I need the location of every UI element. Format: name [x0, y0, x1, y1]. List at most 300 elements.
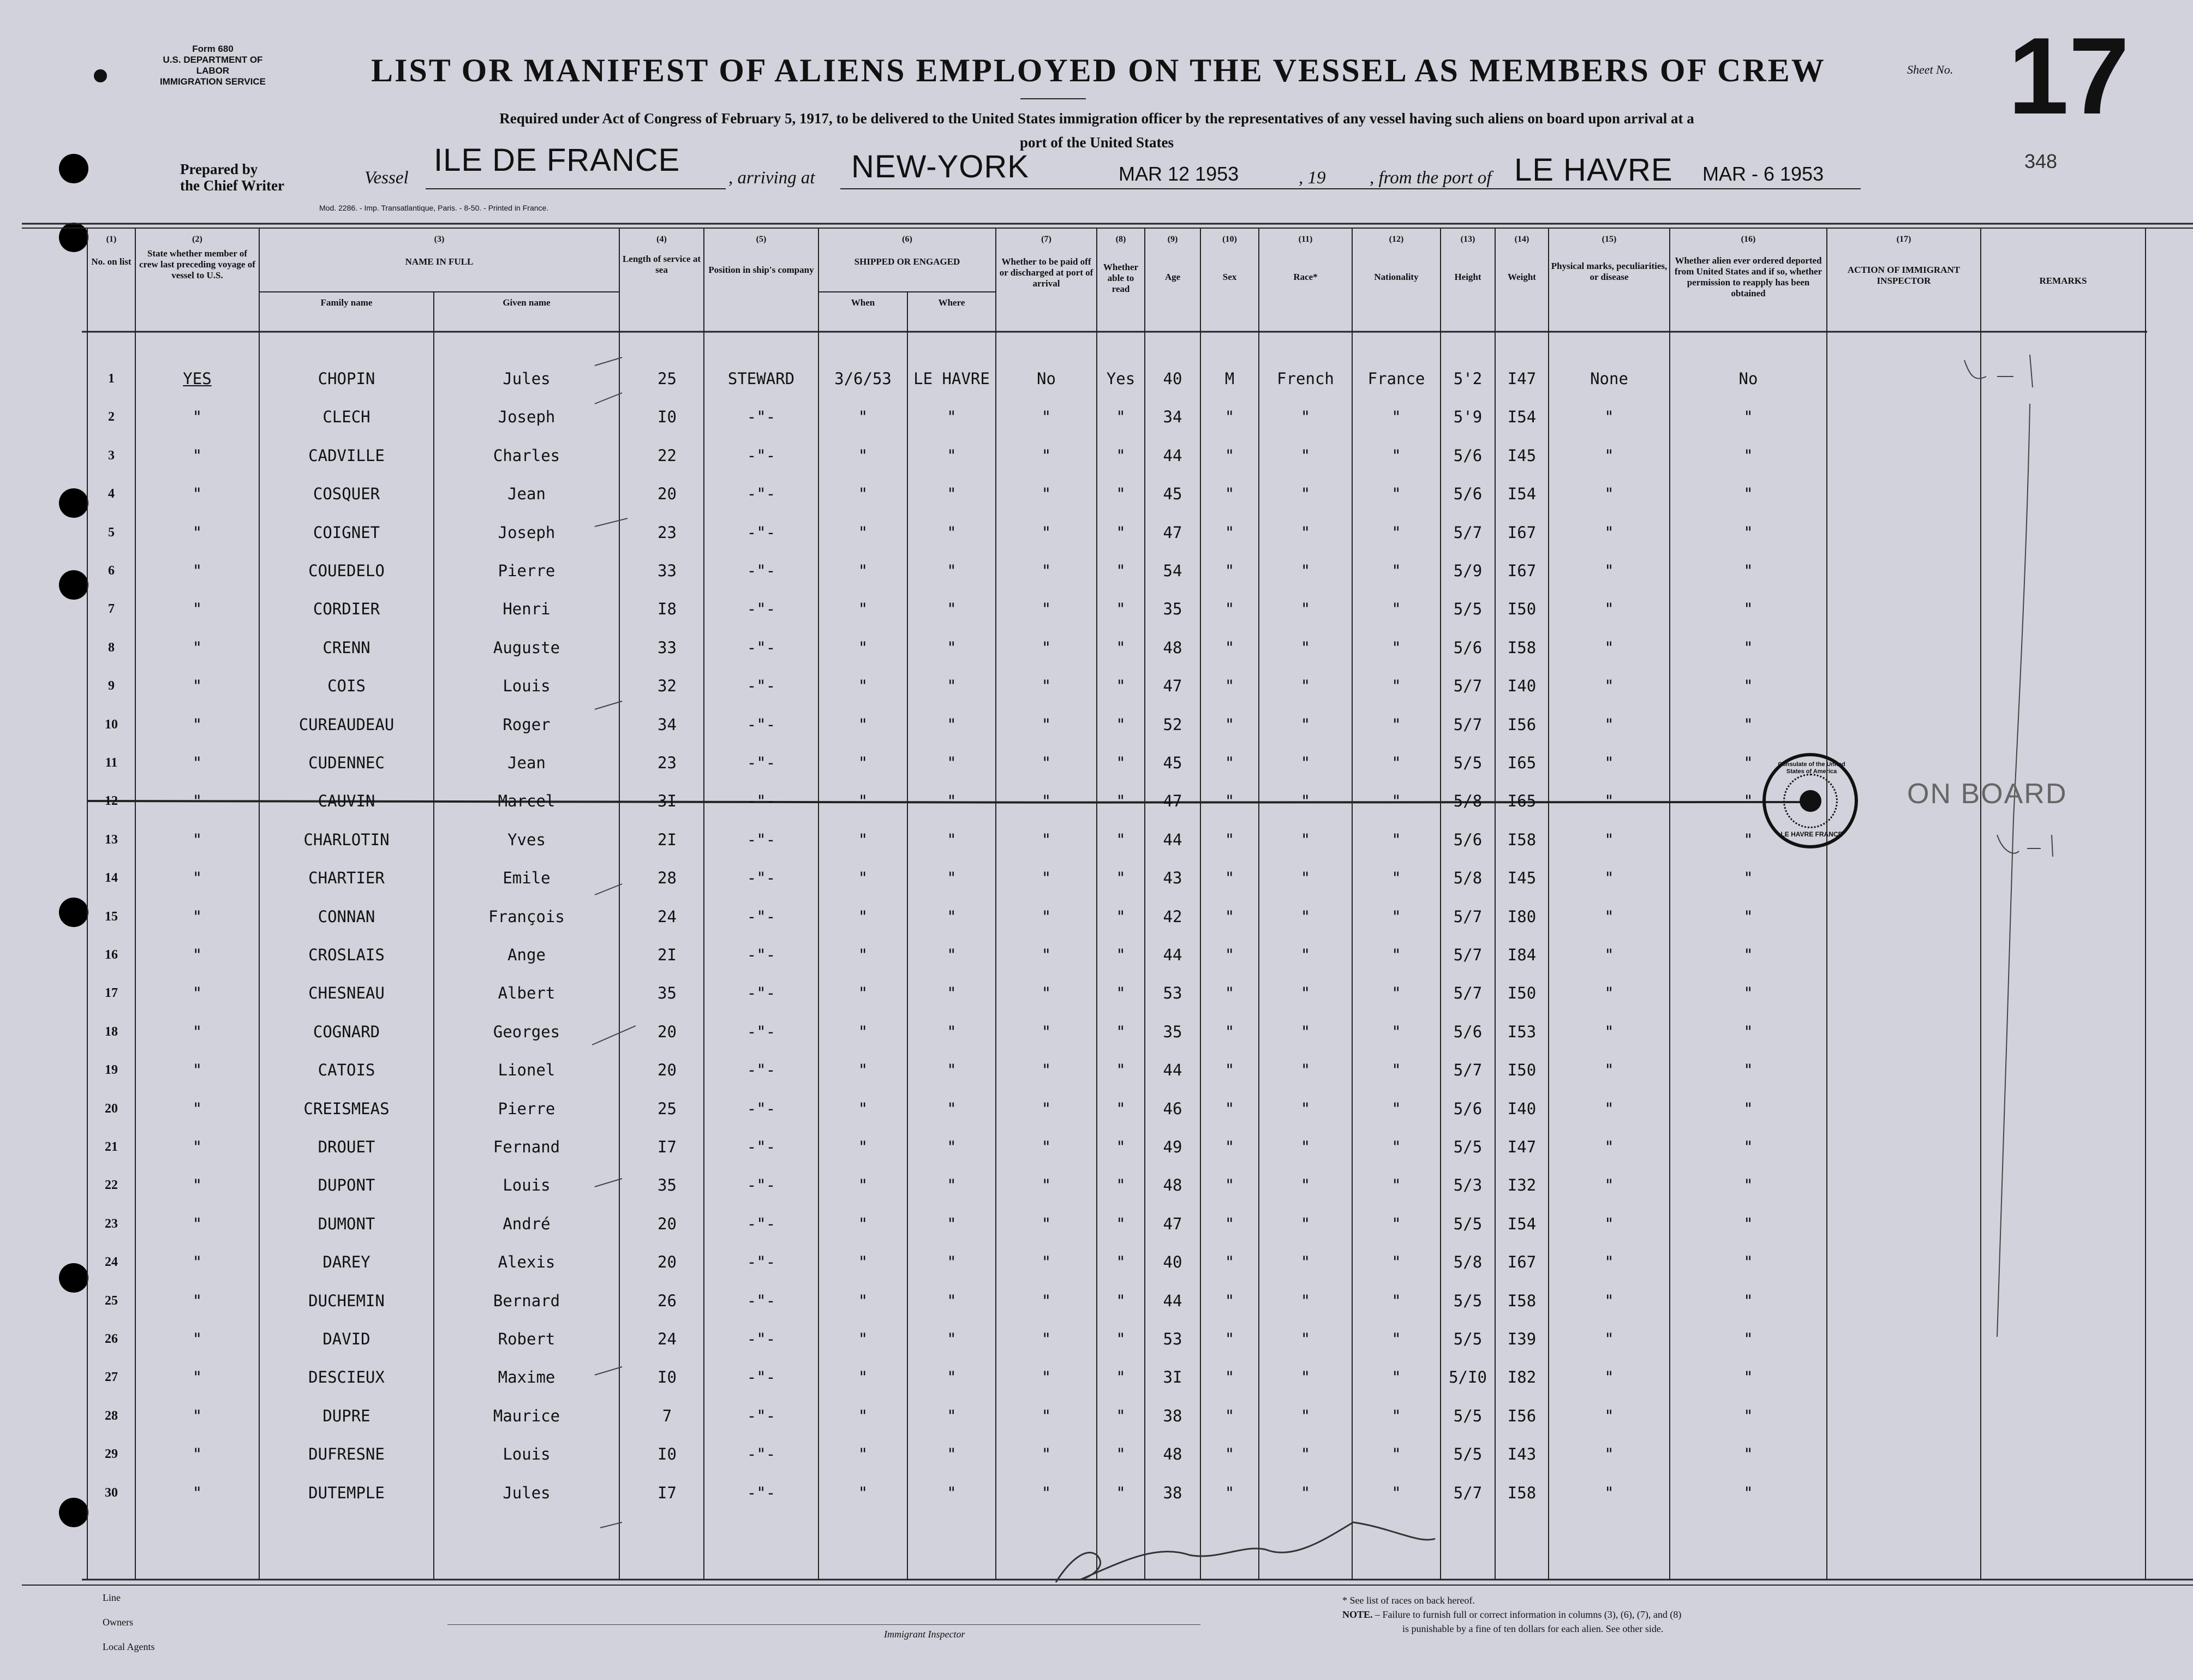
cell-sex: ": [1224, 561, 1235, 580]
cell-nationality: ": [1391, 1368, 1401, 1386]
cell-marks: ": [1604, 408, 1614, 426]
cell-given: Roger: [503, 715, 551, 734]
cell-when: ": [858, 907, 868, 926]
cell-race: ": [1300, 715, 1311, 734]
cell-age: 47: [1163, 677, 1182, 695]
cell-age: 35: [1163, 1023, 1182, 1041]
cell-age: 52: [1163, 715, 1182, 734]
cell-read: ": [1116, 830, 1126, 849]
cell-where: ": [947, 600, 957, 618]
cell-height: 5/5: [1453, 754, 1483, 772]
cell-service: 20: [658, 1023, 677, 1041]
cell-service: 24: [658, 907, 677, 926]
cell-age: 44: [1163, 446, 1182, 465]
cell-where: ": [947, 1407, 957, 1425]
cell-service: I8: [658, 600, 677, 618]
page-reference: 348: [2024, 150, 2058, 172]
cell-height: 5/5: [1453, 1215, 1483, 1233]
cell-nationality: ": [1391, 523, 1401, 542]
cell-marks: ": [1604, 1484, 1614, 1502]
cell-nationality: ": [1391, 1023, 1401, 1041]
cell-position: -"-: [746, 485, 776, 503]
prepared-by-line-2: the Chief Writer: [180, 177, 284, 194]
cell-service: I0: [658, 1368, 677, 1386]
cell-position: -"-: [746, 1445, 776, 1463]
cell-position: -"-: [746, 1138, 776, 1156]
cell-weight: I84: [1507, 946, 1537, 964]
cell-height: 5'9: [1453, 408, 1483, 426]
cell-sex: ": [1224, 1099, 1235, 1118]
cell-weight: I67: [1507, 1253, 1537, 1271]
cell-paid: ": [1041, 907, 1051, 926]
cell-nationality: ": [1391, 946, 1401, 964]
punch-hole: [59, 570, 88, 600]
cell-age: 38: [1163, 1484, 1182, 1502]
column-header-c15: Physical marks, peculiarities, or disease: [1551, 261, 1668, 282]
cell-when: ": [858, 1292, 868, 1310]
cell-deported: ": [1743, 1099, 1753, 1118]
row-number: 29: [105, 1447, 118, 1461]
cell-deported: ": [1743, 446, 1753, 465]
cell-nationality: ": [1391, 485, 1401, 503]
cell-when: ": [858, 446, 868, 465]
cell-position: -"-: [746, 869, 776, 887]
cell-where: ": [947, 1176, 957, 1194]
column-header-c10: Sex: [1222, 272, 1237, 282]
year-label: , 19: [1299, 168, 1326, 188]
cell-family: COSQUER: [313, 485, 380, 503]
note-line-1: – Failure to furnish full or correct information in columns (3), (6), (7), and (8): [1375, 1609, 1682, 1620]
cell-marks: ": [1604, 1099, 1614, 1118]
cell-sex: ": [1224, 485, 1235, 503]
cell-paid: ": [1041, 638, 1051, 657]
cell-where: ": [947, 1138, 957, 1156]
row-number: 8: [108, 641, 115, 655]
cell-paid: ": [1041, 1330, 1051, 1348]
cell-nationality: France: [1367, 369, 1425, 388]
cell-deported: ": [1743, 523, 1753, 542]
cell-where: ": [947, 869, 957, 887]
subtitle-line-1: Required under Act of Congress of February 5, 1917, to be delivered to the United States immigration officer by the representatives of any vessel having such aliens on board upon arrival at a: [499, 110, 1694, 127]
cell-paid: ": [1041, 715, 1051, 734]
cell-where: ": [947, 1215, 957, 1233]
vessel-underline: [426, 188, 726, 189]
column-header-c8: Whether able to read: [1103, 262, 1139, 294]
column-header-c17: ACTION OF IMMIGRANT INSPECTOR: [1847, 265, 1961, 286]
cell-read: ": [1116, 946, 1126, 964]
cell-race: ": [1300, 792, 1311, 810]
cell-deported: No: [1738, 369, 1758, 388]
cell-given: Joseph: [498, 523, 555, 542]
cell-nationality: ": [1391, 408, 1401, 426]
cell-when: ": [858, 869, 868, 887]
cell-paid: ": [1041, 1061, 1051, 1079]
column-number-c1: (1): [106, 235, 117, 244]
cell-position: -"-: [746, 1176, 776, 1194]
cell-sex: ": [1224, 754, 1235, 772]
cell-prev: ": [192, 869, 202, 887]
cell-marks: ": [1604, 792, 1614, 810]
cell-sex: ": [1224, 1368, 1235, 1386]
cell-age: 3I: [1163, 1368, 1182, 1386]
column-number-c14: (14): [1514, 235, 1529, 244]
cell-where: ": [947, 715, 957, 734]
cell-marks: ": [1604, 1445, 1614, 1463]
cell-position: -"-: [746, 715, 776, 734]
sheet-number: 17: [2008, 15, 2130, 137]
cell-prev: ": [192, 1445, 202, 1463]
cell-prev: ": [192, 1099, 202, 1118]
cell-where: ": [947, 1445, 957, 1463]
cell-read: ": [1116, 984, 1126, 1002]
cell-weight: I43: [1507, 1445, 1537, 1463]
cell-when: ": [858, 1061, 868, 1079]
cell-where: ": [947, 1368, 957, 1386]
cell-service: 2I: [658, 946, 677, 964]
cell-paid: ": [1041, 1368, 1051, 1386]
cell-paid: ": [1041, 600, 1051, 618]
column-number-c17: (17): [1896, 235, 1911, 244]
column-number-c4: (4): [656, 235, 667, 244]
cell-height: 5/6: [1453, 1099, 1483, 1118]
cell-sex: ": [1224, 408, 1235, 426]
column-header-c3: NAME IN FULL: [405, 256, 474, 267]
punch-hole: [59, 488, 88, 518]
cell-family: CUREAUDEAU: [298, 715, 395, 734]
owners-label: Owners: [103, 1617, 133, 1628]
cell-nationality: ": [1391, 677, 1401, 695]
cell-read: ": [1116, 677, 1126, 695]
cell-nationality: ": [1391, 446, 1401, 465]
prepared-by-line-1: Prepared by: [180, 161, 258, 177]
cell-given: André: [503, 1215, 551, 1233]
cell-given: Ange: [507, 946, 546, 964]
cell-read: ": [1116, 523, 1126, 542]
cell-family: CAUVIN: [318, 792, 375, 810]
cell-sex: ": [1224, 446, 1235, 465]
column-number-c12: (12): [1389, 235, 1404, 244]
cell-height: 5/6: [1453, 1023, 1483, 1041]
cell-given: Albert: [498, 984, 555, 1002]
row-number: 23: [105, 1217, 118, 1231]
cell-deported: ": [1743, 946, 1753, 964]
cell-when: ": [858, 1445, 868, 1463]
departure-underline: [1511, 188, 1861, 189]
cell-given: Louis: [503, 1445, 551, 1463]
row-number: 2: [108, 410, 115, 424]
cell-deported: ": [1743, 792, 1753, 810]
row-number: 24: [105, 1255, 118, 1269]
cell-sex: ": [1224, 869, 1235, 887]
cell-nationality: ": [1391, 830, 1401, 849]
cell-service: 24: [658, 1330, 677, 1348]
cell-family: COGNARD: [313, 1023, 380, 1041]
cell-marks: ": [1604, 984, 1614, 1002]
cell-read: ": [1116, 1099, 1126, 1118]
cell-where: ": [947, 830, 957, 849]
cell-read: ": [1116, 1138, 1126, 1156]
cell-sex: ": [1224, 1330, 1235, 1348]
punch-hole: [59, 1263, 88, 1293]
note-label: NOTE.: [1342, 1609, 1373, 1620]
cell-sex: ": [1224, 1292, 1235, 1310]
cell-family: CRENN: [322, 638, 371, 657]
sheet-label: Sheet No.: [1907, 63, 1953, 76]
cell-prev: ": [192, 600, 202, 618]
cell-when: ": [858, 792, 868, 810]
cell-prev: ": [192, 1484, 202, 1502]
cell-when: ": [858, 830, 868, 849]
cell-family: DUCHEMIN: [308, 1292, 385, 1310]
cell-race: ": [1300, 485, 1311, 503]
cell-position: -"-: [746, 677, 776, 695]
cell-deported: ": [1743, 1253, 1753, 1271]
cell-given: Jules: [503, 1484, 551, 1502]
column-header-c11: Race*: [1293, 272, 1318, 282]
cell-prev: ": [192, 408, 202, 426]
cell-nationality: ": [1391, 754, 1401, 772]
row-number: 17: [105, 986, 118, 1000]
cell-race: ": [1300, 561, 1311, 580]
cell-family: CATOIS: [318, 1061, 375, 1079]
cell-position: -"-: [746, 946, 776, 964]
agents-label: Local Agents: [103, 1641, 155, 1652]
race-footnote: * See list of races on back hereof.: [1342, 1595, 1475, 1606]
arriving-underline: [840, 188, 1571, 189]
cell-height: 5/7: [1453, 1061, 1483, 1079]
cell-weight: I67: [1507, 561, 1537, 580]
cell-age: 46: [1163, 1099, 1182, 1118]
cell-position: -"-: [746, 1061, 776, 1079]
cell-service: 3I: [658, 792, 677, 810]
cell-service: 23: [658, 523, 677, 542]
cell-nationality: ": [1391, 638, 1401, 657]
cell-age: 44: [1163, 1061, 1182, 1079]
cell-where: ": [947, 1484, 957, 1502]
column-number-c10: (10): [1222, 235, 1237, 244]
cell-race: French: [1277, 369, 1334, 388]
cell-paid: ": [1041, 1023, 1051, 1041]
cell-sex: ": [1224, 1484, 1235, 1502]
on-board-stamp: ON BOARD: [1907, 778, 2067, 810]
cell-service: 32: [658, 677, 677, 695]
cell-when: ": [858, 754, 868, 772]
cell-paid: ": [1041, 1253, 1051, 1271]
cell-when: ": [858, 523, 868, 542]
column-header-c13: Height: [1454, 272, 1481, 282]
cell-marks: ": [1604, 561, 1614, 580]
cell-marks: ": [1604, 946, 1614, 964]
cell-deported: ": [1743, 754, 1753, 772]
cell-read: ": [1116, 408, 1126, 426]
cell-read: Yes: [1106, 369, 1136, 388]
cell-weight: I47: [1507, 369, 1537, 388]
cell-service: 28: [658, 869, 677, 887]
cell-where: ": [947, 1253, 957, 1271]
cell-sex: ": [1224, 946, 1235, 964]
cell-deported: ": [1743, 1484, 1753, 1502]
column-number-c8: (8): [1115, 235, 1126, 244]
cell-when: 3/6/53: [834, 369, 892, 388]
cell-deported: ": [1743, 485, 1753, 503]
cell-given: Joseph: [498, 408, 555, 426]
cell-deported: ": [1743, 1445, 1753, 1463]
cell-nationality: ": [1391, 792, 1401, 810]
cell-height: 5/5: [1453, 1407, 1483, 1425]
cell-weight: I82: [1507, 1368, 1537, 1386]
cell-deported: ": [1743, 1407, 1753, 1425]
cell-height: 5/7: [1453, 1484, 1483, 1502]
punch-hole: [59, 898, 88, 927]
cell-read: ": [1116, 1330, 1126, 1348]
cell-position: -"-: [746, 408, 776, 426]
cell-marks: ": [1604, 1368, 1614, 1386]
row-number: 26: [105, 1332, 118, 1346]
cell-age: 34: [1163, 408, 1182, 426]
cell-deported: ": [1743, 561, 1753, 580]
cell-service: 2I: [658, 830, 677, 849]
cell-when: ": [858, 408, 868, 426]
cell-read: ": [1116, 1484, 1126, 1502]
cell-race: ": [1300, 1445, 1311, 1463]
column-header-c18: REMARKS: [2039, 276, 2087, 286]
cell-when: ": [858, 1138, 868, 1156]
cell-prev: ": [192, 1215, 202, 1233]
inspector-label: Immigrant Inspector: [884, 1629, 965, 1640]
cell-deported: ": [1743, 1023, 1753, 1041]
cell-prev: ": [192, 485, 202, 503]
cell-deported: ": [1743, 600, 1753, 618]
cell-weight: I53: [1507, 1023, 1537, 1041]
cell-where: ": [947, 408, 957, 426]
cell-marks: ": [1604, 523, 1614, 542]
cell-read: ": [1116, 561, 1126, 580]
column-number-c15: (15): [1602, 235, 1617, 244]
cell-sex: ": [1224, 715, 1235, 734]
cell-position: -"-: [746, 907, 776, 926]
cell-when: ": [858, 1330, 868, 1348]
cell-nationality: ": [1391, 1484, 1401, 1502]
cell-read: ": [1116, 715, 1126, 734]
cell-race: ": [1300, 638, 1311, 657]
cell-where: ": [947, 523, 957, 542]
column-header-c1: No. on list: [91, 256, 132, 267]
column-number-c11: (11): [1298, 235, 1313, 244]
cell-height: 5/6: [1453, 830, 1483, 849]
cell-nationality: ": [1391, 1176, 1401, 1194]
cell-read: ": [1116, 1253, 1126, 1271]
cell-age: 54: [1163, 561, 1182, 580]
row-number: 6: [108, 564, 115, 578]
row-number: 9: [108, 679, 115, 693]
punch-hole: [59, 223, 88, 252]
row-number: 10: [105, 718, 118, 732]
cell-deported: ": [1743, 715, 1753, 734]
cell-sex: ": [1224, 984, 1235, 1002]
cell-weight: I58: [1507, 1292, 1537, 1310]
cell-given: Jean: [507, 485, 546, 503]
from-label: , from the port of: [1370, 168, 1492, 188]
cell-position: -"-: [746, 984, 776, 1002]
cell-sex: ": [1224, 638, 1235, 657]
row-number: 5: [108, 525, 115, 540]
row-number: 4: [108, 487, 115, 501]
cell-where: ": [947, 561, 957, 580]
cell-marks: ": [1604, 869, 1614, 887]
cell-deported: ": [1743, 408, 1753, 426]
row-number: 11: [105, 756, 118, 770]
cell-age: 43: [1163, 869, 1182, 887]
cell-marks: ": [1604, 677, 1614, 695]
cell-weight: I65: [1507, 792, 1537, 810]
cell-paid: ": [1041, 485, 1051, 503]
cell-when: ": [858, 1253, 868, 1271]
service-name: IMMIGRATION SERVICE: [160, 76, 266, 87]
cell-family: DUFRESNE: [308, 1445, 385, 1463]
penalty-note: [1342, 1607, 1681, 1622]
punch-hole: [59, 154, 88, 183]
cell-given: Marcel: [498, 792, 555, 810]
row-number: 12: [105, 794, 118, 808]
cell-prev: ": [192, 1330, 202, 1348]
cell-given: Robert: [498, 1330, 555, 1348]
cell-weight: I50: [1507, 1061, 1537, 1079]
cell-service: 26: [658, 1292, 677, 1310]
cell-marks: ": [1604, 600, 1614, 618]
cell-service: 25: [658, 1099, 677, 1118]
row-number: 20: [105, 1102, 118, 1116]
cell-weight: I54: [1507, 1215, 1537, 1233]
cell-marks: ": [1604, 485, 1614, 503]
cell-given: Bernard: [493, 1292, 560, 1310]
column-number-c16: (16): [1741, 235, 1756, 244]
cell-weight: I32: [1507, 1176, 1537, 1194]
cell-nationality: ": [1391, 715, 1401, 734]
cell-weight: I54: [1507, 408, 1537, 426]
cell-where: ": [947, 1061, 957, 1079]
cell-family: DUPONT: [318, 1176, 375, 1194]
row-number: 16: [105, 948, 118, 962]
cell-nationality: ": [1391, 1253, 1401, 1271]
cell-race: ": [1300, 523, 1311, 542]
cell-height: 5/5: [1453, 600, 1483, 618]
cell-prev: ": [192, 523, 202, 542]
cell-service: 20: [658, 1061, 677, 1079]
cell-read: ": [1116, 869, 1126, 887]
cell-read: ": [1116, 792, 1126, 810]
cell-age: 49: [1163, 1138, 1182, 1156]
cell-race: ": [1300, 984, 1311, 1002]
cell-family: CADVILLE: [308, 446, 385, 465]
column-header-c12: Nationality: [1374, 272, 1419, 282]
cell-family: DAREY: [322, 1253, 371, 1271]
cell-prev: ": [192, 677, 202, 695]
column-number-c9: (9): [1167, 235, 1178, 244]
cell-read: ": [1116, 1445, 1126, 1463]
cell-age: 40: [1163, 1253, 1182, 1271]
column-header-c6: SHIPPED OR ENGAGED: [854, 256, 960, 267]
cell-given: Emile: [503, 869, 551, 887]
line-label: Line: [103, 1592, 121, 1603]
cell-paid: ": [1041, 1176, 1051, 1194]
cell-paid: ": [1041, 1445, 1051, 1463]
cell-given: Georges: [493, 1023, 560, 1041]
cell-family: CHARTIER: [308, 869, 385, 887]
cell-where: ": [947, 1292, 957, 1310]
cell-paid: ": [1041, 869, 1051, 887]
cell-weight: I40: [1507, 677, 1537, 695]
cell-paid: ": [1041, 1099, 1051, 1118]
